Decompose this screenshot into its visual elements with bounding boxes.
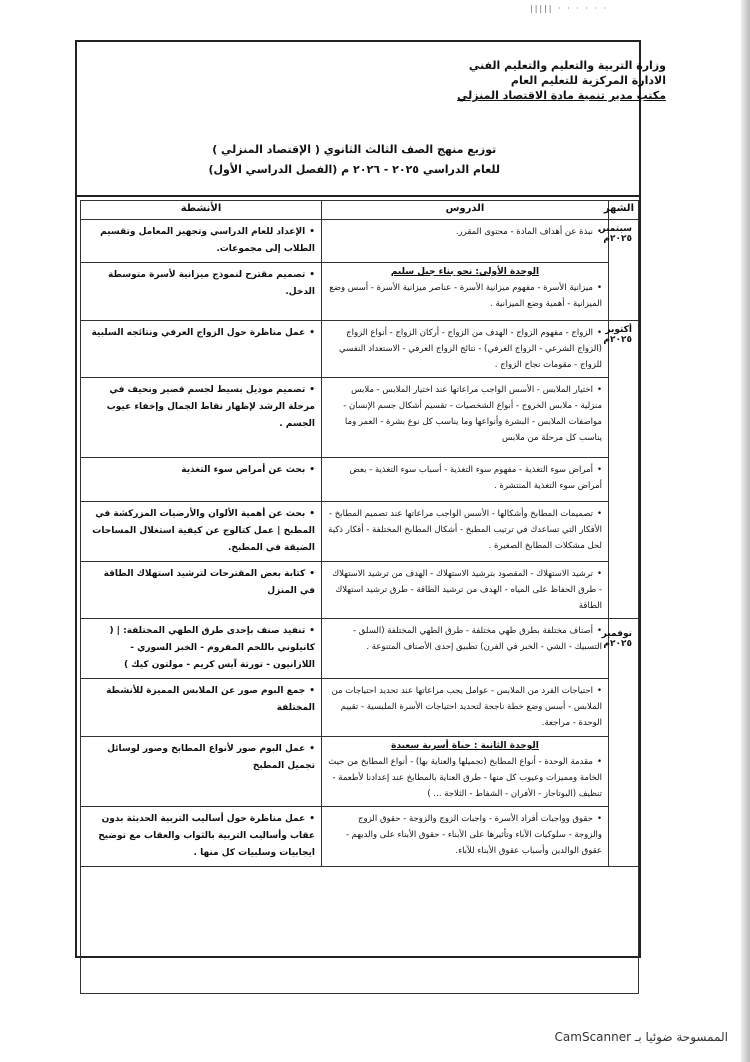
office-line: مكتب مدير تنمية مادة الاقتصاد المنزلي bbox=[457, 89, 666, 102]
activities-cell: • عمل مناظرة حول أساليب التربية الحديثة بدون عقاب وأساليب التربية بالثواب والعقاب مع توضيح ايجابيات وسلبيات كل منها . bbox=[81, 807, 322, 867]
lessons-cell: الوحدة الثانية : حياة أسرية سعيدة • مقدمة الوحدة - أنواع المطابخ (تجميلها والعناية بها) - أنواع المطابخ من حيث الخامة ومميزات وعيوب كل منها - طرق العناية بالمطابخ عند إعدادنا لأطعمة - تنظيف (البوتاجاز - الأفران - الشفاط - الثلاجة ... ) bbox=[322, 737, 609, 807]
lessons-cell: • أصناف مختلفة بطرق طهي مختلفة - طرق الطهي المختلفة (السلق - التسبيك - الشي - الخبز في الفرن) تطبيق إحدى الأصناف المتنوعة . bbox=[322, 619, 609, 679]
lessons-cell: • الزواج - مفهوم الزواج - الهدف من الزواج - أركان الزواج - أنواع الزواج (الزواج الشرعي - الزواج العرفي) - نتائج الزواج العرفي - الاستعداد النفسي للزواج - مقومات نجاح الزواج . bbox=[322, 321, 609, 378]
lessons-cell: الوحدة الأولى: نحو بناء جيل سليم • ميزانية الأسرة - مفهوم ميزانية الأسرة - عناصر ميزانية الأسرة - أسس وضع الميزانية - أهمية وضع الميزانية . bbox=[322, 263, 609, 321]
camscanner-watermark: الممسوحة ضوئيا بـ CamScanner bbox=[554, 1030, 728, 1044]
lessons-cell: • احتياجات الفرد من الملابس - عوامل يجب مراعاتها عند تحديد احتياجات من الملابس - أسس وضع خطة ناجحة لتحديد احتياجات الأسرة الملبسية - تقييم الوحدة - مراجعة. bbox=[322, 679, 609, 737]
table-row bbox=[81, 619, 639, 679]
activities-cell: • بحث عن أهمية الألوان والأرضيات المزركشة في المطبخ | عمل كتالوج عن كيفية استغلال المساحات الضيقة في المطبخ. bbox=[81, 502, 322, 562]
title-line-1: توزيع منهج الصف الثالث الثانوي ( الإقتصاد المنزلي ) bbox=[212, 143, 497, 156]
header-separator bbox=[77, 195, 640, 197]
activities-cell: • عمل مناظرة حول الزواج العرفي ونتائجه السلبية bbox=[81, 321, 322, 378]
lessons-cell: • تصميمات المطابخ وأشكالها - الأسس الواجب مراعاتها عند تصميم المطابخ - الأفكار التي تساعدك في ترتيب المطبخ - أشكال المطابخ المختلفة - أفكار ذكية لحل مشكلات المطابخ الصغيرة . bbox=[322, 502, 609, 562]
lessons-header: الدروس bbox=[322, 201, 609, 220]
activities-cell: • تصميم مقترح لنموذج ميزانية لأسرة متوسطة الدخل. bbox=[81, 263, 322, 321]
month-october: أكتوبر ٢٠٢٥م bbox=[609, 321, 639, 619]
activities-cell: • كتابة بعض المقترحات لترشيد استهلاك الطاقة في المنزل bbox=[81, 562, 322, 619]
title-line-2: للعام الدراسي ٢٠٢٥ - ٢٠٢٦ م (الفصل الدراسي الأول) bbox=[208, 163, 500, 176]
activities-cell: • عمل البوم صور لأنواع المطابخ وصور لوسائل تجميل المطبخ bbox=[81, 737, 322, 807]
month-november: نوفمبر ٢٠٢٥م bbox=[609, 619, 639, 867]
activities-header: الأنشطة bbox=[81, 201, 322, 220]
lessons-cell: • حقوق وواجبات أفراد الأسرة - واجبات الزوج والزوجة - حقوق الزوج والزوجة - سلوكيات الآباء وتأثيرها على الأبناء - حقوق الأبناء على والديهم - عقوق الوالدين وأسباب عقوق الأبناء للآباء. bbox=[322, 807, 609, 867]
lessons-cell: • اختيار الملابس - الأسس الواجب مراعاتها عند اختيار الملابس - ملابس منزلية - ملابس الخروج - أنواع الشخصيات - تقسيم أشكال جسم الإنسان - مواصفات الملابس - البشرة وأنواعها وما يناسب كل نوع بشرة - العمر وما يناسب كل مرحلة من ملابس bbox=[322, 378, 609, 458]
ministry-line: وزارة التربية والتعليم والتعليم الفني bbox=[468, 59, 666, 72]
page-edge-shadow bbox=[741, 0, 750, 1062]
table-row bbox=[81, 679, 639, 737]
table-row bbox=[81, 321, 639, 378]
month-header: الشهر bbox=[609, 201, 639, 220]
table-row bbox=[81, 220, 639, 263]
empty-cell bbox=[81, 867, 639, 994]
ministry-header bbox=[457, 58, 666, 103]
month-september: سبتمبر ٢٠٢٥م bbox=[609, 220, 639, 321]
document-title bbox=[208, 140, 500, 180]
lessons-cell: • ترشيد الاستهلاك - المقصود بترشيد الاستهلاك - الهدف من ترشيد الاستهلاك - طرق الحفاظ على المياه - الهدف من ترشيد الطاقة - طرق ترشيد استهلاك الطاقة bbox=[322, 562, 609, 619]
table-row bbox=[81, 737, 639, 807]
table-header-row bbox=[81, 201, 639, 220]
table-row bbox=[81, 263, 639, 321]
activities-cell: • جمع البوم صور عن الملابس المميزة للأنشطة المختلفة bbox=[81, 679, 322, 737]
table-row bbox=[81, 378, 639, 458]
activities-cell: • تنفيذ صنف بإحدى طرق الطهي المختلفة: | ( كانيلوني باللحم المفروم - الخبز السوري - اللازانيون - تورتة آيس كريم - مولتون كيك ) bbox=[81, 619, 322, 679]
curriculum-table bbox=[80, 200, 639, 994]
administration-line: الادارة المركزية للتعليم العام bbox=[510, 74, 666, 87]
activities-cell: • الإعداد للعام الدراسي وتجهيز المعامل وتقسيم الطلاب إلى مجموعات. bbox=[81, 220, 322, 263]
table-row bbox=[81, 502, 639, 562]
table-row bbox=[81, 562, 639, 619]
unit-title: الوحدة الثانية : حياة أسرية سعيدة bbox=[391, 741, 539, 751]
unit-title: الوحدة الأولى: نحو بناء جيل سليم bbox=[390, 267, 540, 277]
activities-cell: • تصميم موديل بسيط لجسم قصير ونحيف في مرحلة الرشد لإظهار نقاط الجمال وإخفاء عيوب الجسم . bbox=[81, 378, 322, 458]
scan-top-marks: ||||| · · · · · · bbox=[530, 4, 608, 13]
table-row bbox=[81, 458, 639, 502]
activities-cell: • بحث عن أمراض سوء التغذية bbox=[81, 458, 322, 502]
lessons-cell: • نبذة عن أهداف المادة - محتوى المقرر. bbox=[322, 220, 609, 263]
empty-row bbox=[81, 867, 639, 994]
lessons-cell: • أمراض سوء التغذية - مفهوم سوء التغذية - أسباب سوء التغذية - بعض أمراض سوء التغذية المنتشرة . bbox=[322, 458, 609, 502]
table-row bbox=[81, 807, 639, 867]
